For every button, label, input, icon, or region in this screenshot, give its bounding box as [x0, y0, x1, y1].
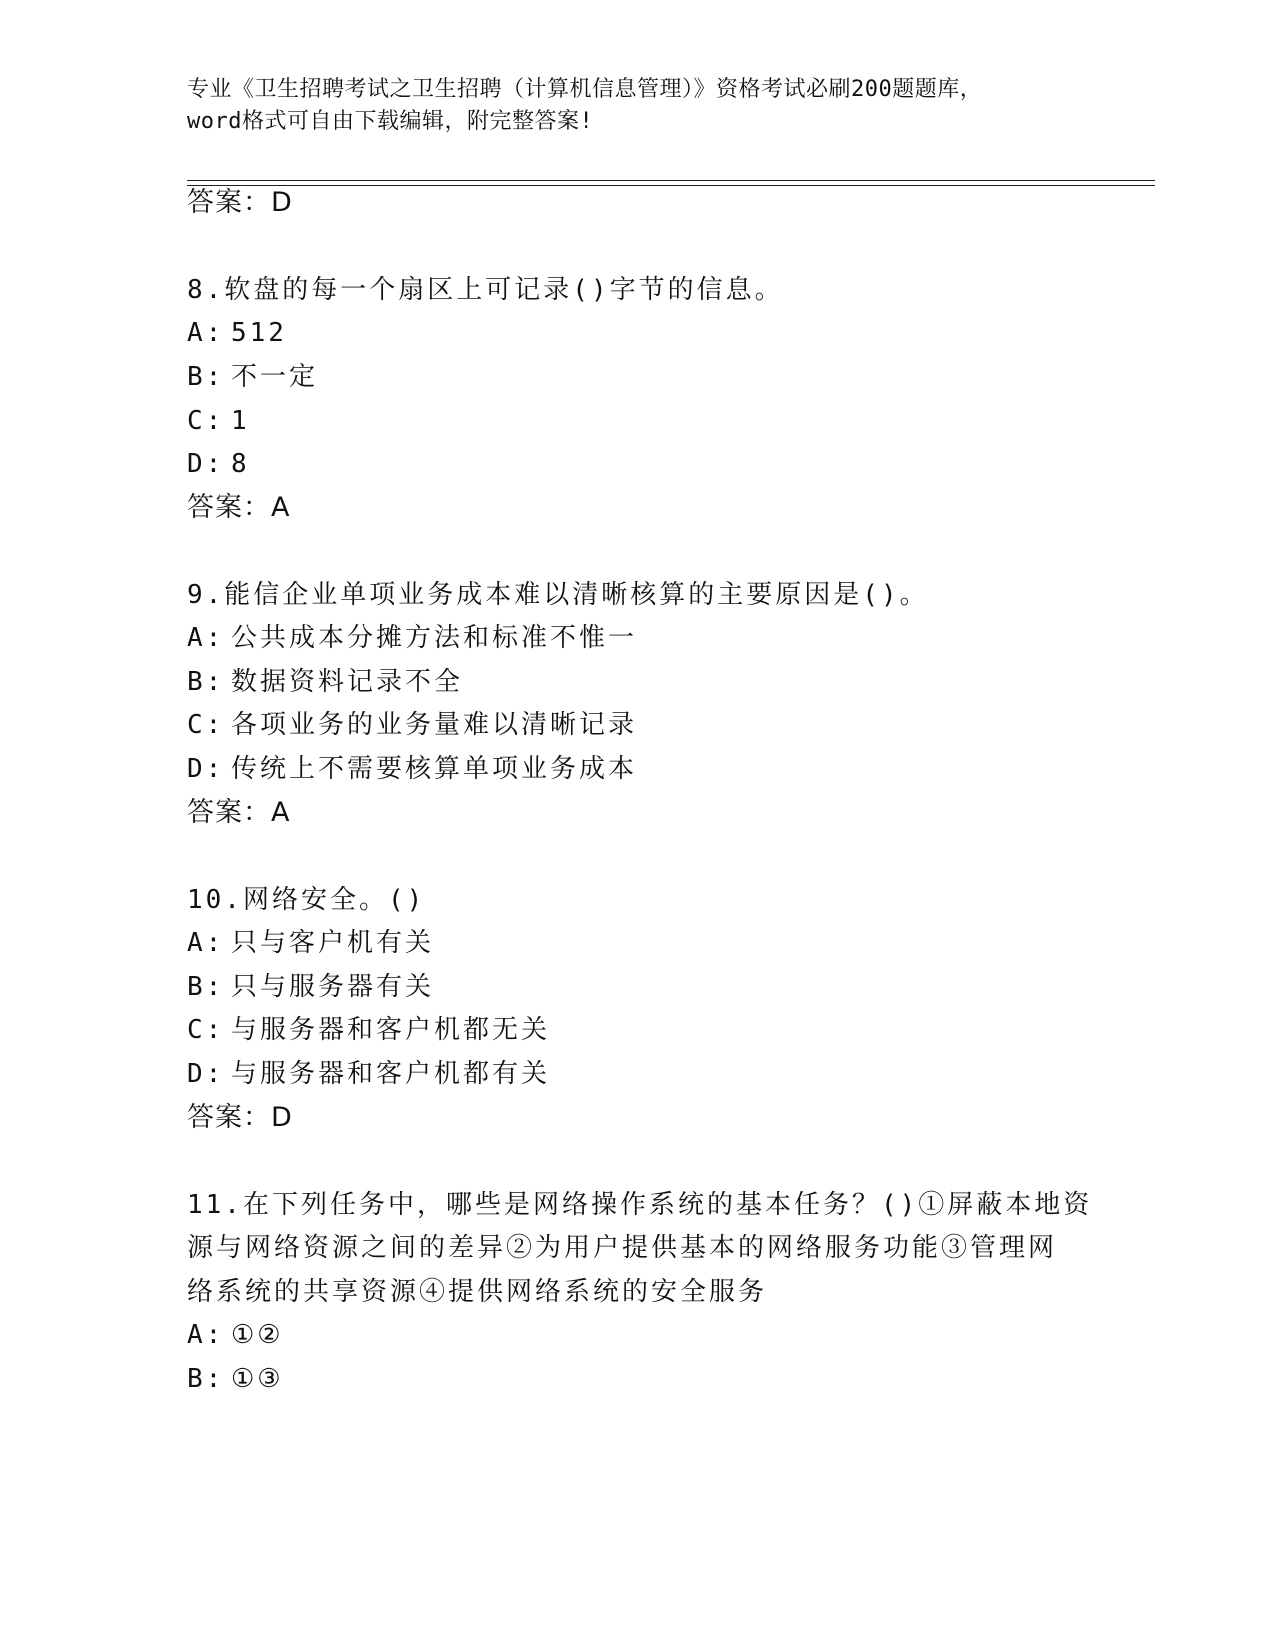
- option-text: 公共成本分摊方法和标准不惟一: [231, 623, 638, 653]
- option-key: B:: [187, 362, 225, 392]
- question-9: 9.能信企业单项业务成本难以清晰核算的主要原因是()。: [187, 580, 929, 610]
- question-11-line-2: 源与网络资源之间的差异②为用户提供基本的网络服务功能③管理网: [187, 1233, 1058, 1263]
- document-header: [187, 74, 1087, 138]
- option-11-b: [187, 1362, 284, 1396]
- answer-q8: 答案：A: [187, 492, 291, 523]
- option-text: 与服务器和客户机都有关: [231, 1059, 551, 1089]
- question-10: 10.网络安全。(): [187, 885, 426, 915]
- option-key: B:: [187, 1364, 225, 1394]
- option-key: D:: [187, 1059, 225, 1089]
- option-9-b: [187, 665, 463, 699]
- question-11-line-3: 络系统的共享资源④提供网络系统的安全服务: [187, 1277, 768, 1307]
- option-9-a: [187, 621, 637, 655]
- option-key: D:: [187, 754, 225, 784]
- option-text: 只与服务器有关: [231, 972, 435, 1002]
- option-10-c: [187, 1013, 550, 1047]
- header-line-2: word格式可自由下载编辑，附完整答案!: [187, 109, 594, 134]
- option-key: A:: [187, 318, 225, 348]
- option-text: ①③: [231, 1364, 284, 1394]
- option-10-d: [187, 1057, 550, 1091]
- option-key: B:: [187, 972, 225, 1002]
- header-divider-top: [187, 180, 1155, 181]
- answer-q7: 答案：D: [187, 187, 293, 218]
- header-line-1: 专业《卫生招聘考试之卫生招聘（计算机信息管理）》资格考试必刷200题题库，: [187, 77, 983, 102]
- option-text: ①②: [231, 1320, 284, 1350]
- option-10-b: [187, 970, 434, 1004]
- option-key: A:: [187, 928, 225, 958]
- option-key: C:: [187, 710, 225, 740]
- question-11-line-1: 11.在下列任务中，哪些是网络操作系统的基本任务？()①屏蔽本地资: [187, 1190, 1093, 1220]
- option-11-a: [187, 1318, 284, 1352]
- header-divider-bottom: [187, 185, 1155, 186]
- option-key: D:: [187, 449, 225, 479]
- option-text: 传统上不需要核算单项业务成本: [231, 754, 638, 784]
- option-9-d: [187, 752, 637, 786]
- option-10-a: [187, 926, 434, 960]
- option-8-d: [187, 447, 250, 481]
- option-text: 数据资料记录不全: [231, 667, 464, 697]
- option-text: 不一定: [231, 362, 319, 392]
- option-key: B:: [187, 667, 225, 697]
- option-key: A:: [187, 1320, 225, 1350]
- option-9-c: [187, 708, 637, 742]
- option-text: 1: [231, 406, 250, 436]
- option-key: C:: [187, 406, 225, 436]
- question-8: 8.软盘的每一个扇区上可记录()字节的信息。: [187, 275, 784, 305]
- option-8-b: [187, 360, 318, 394]
- option-key: A:: [187, 623, 225, 653]
- option-text: 512: [231, 318, 287, 348]
- option-8-a: [187, 316, 287, 350]
- option-key: C:: [187, 1015, 225, 1045]
- option-text: 8: [231, 449, 250, 479]
- answer-q9: 答案：A: [187, 797, 291, 828]
- option-text: 各项业务的业务量难以清晰记录: [231, 710, 638, 740]
- answer-q10: 答案：D: [187, 1102, 293, 1133]
- option-8-c: [187, 404, 250, 438]
- option-text: 只与客户机有关: [231, 928, 435, 958]
- option-text: 与服务器和客户机都无关: [231, 1015, 551, 1045]
